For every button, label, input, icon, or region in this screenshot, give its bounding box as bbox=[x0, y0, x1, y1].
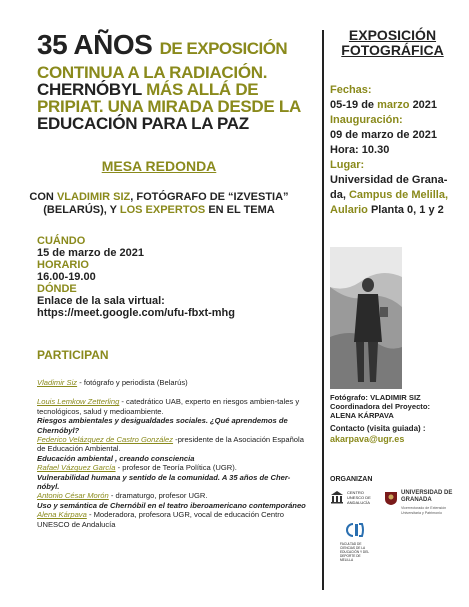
exposicion-heading bbox=[330, 28, 455, 58]
con-tema: EN EL TEMA bbox=[208, 204, 275, 216]
lugar-label: Lugar: bbox=[330, 159, 365, 171]
title-line2: CONTINUA A LA RADIACIÓN. bbox=[37, 63, 268, 82]
participant-desc: - Moderadora, profesora UGR, vocal de educación Centro UNESCO de Andalucía bbox=[37, 510, 284, 529]
unesco-temple-icon bbox=[330, 490, 344, 504]
list-item bbox=[37, 378, 312, 387]
participant-talk: Educación ambiental , creando consciencia bbox=[37, 453, 195, 463]
participant-name: Vladimir Siz bbox=[37, 378, 78, 387]
lugar-campus: Campus de Melilla, bbox=[348, 189, 448, 201]
donde-value: Enlace de la sala virtual: bbox=[37, 295, 165, 307]
participant-desc: - dramaturgo, profesor UGR. bbox=[108, 491, 208, 501]
con-expertos: LOS EXPERTOS bbox=[119, 204, 206, 216]
lugar-planta: Planta 0, 1 y 2 bbox=[370, 204, 444, 216]
participant-talk: Vulnerabilidad humana y sentido de la comunidad. A 35 años de Cher-nóbyl. bbox=[37, 472, 291, 492]
participants-list bbox=[37, 378, 312, 529]
list-item bbox=[37, 435, 312, 454]
cuando-label: CUÁNDO bbox=[37, 235, 86, 247]
participant-name: Alena Kárpava bbox=[37, 510, 87, 520]
participant-desc: -presidente de la Asociación Española de Educación Ambiental. bbox=[37, 435, 304, 454]
title-mas-alla: MÁS ALLÁ DE bbox=[146, 80, 259, 99]
cuando-value: 15 de marzo de 2021 bbox=[37, 247, 145, 259]
ced-logo bbox=[340, 523, 380, 562]
title-35-anos: 35 AÑOS bbox=[37, 29, 153, 60]
participant-desc: - profesor de Teoría Política (UGR). bbox=[115, 463, 237, 473]
horario-value: 16.00-19.00 bbox=[37, 271, 96, 283]
hora-value: Hora: 10.30 bbox=[330, 144, 390, 156]
participant-name: Rafael Vázquez García bbox=[37, 463, 116, 473]
ced-mark-icon bbox=[345, 523, 365, 537]
photo-credits bbox=[330, 393, 465, 420]
ugr-crest-icon bbox=[384, 490, 398, 506]
contact-block bbox=[330, 424, 426, 444]
contact-email[interactable]: akarpava@ugr.es bbox=[330, 434, 405, 444]
lugar-line2a: da, bbox=[330, 189, 346, 201]
fechas-year: 2021 bbox=[412, 99, 438, 111]
title-block bbox=[37, 64, 322, 132]
participant-talk: Uso y semántica de Chernóbil en el teatro iberoamericano contemporáneo bbox=[37, 500, 306, 510]
lugar-line1: Universidad de Grana- bbox=[330, 174, 448, 186]
con-description bbox=[0, 191, 318, 217]
fechas-month: marzo bbox=[377, 99, 410, 111]
column-divider bbox=[322, 30, 324, 590]
expo-line1: EXPOSICIÓN bbox=[348, 27, 437, 43]
participant-talk: Riesgos ambientales y desigualdades sociales. ¿Qué aprendemos de Chernóbyl? bbox=[37, 416, 288, 435]
organizan-label: ORGANIZAN bbox=[330, 476, 373, 483]
event-info bbox=[37, 235, 235, 319]
participant-desc: - catedrático UAB, experto en riesgos ambien-tales y tecnológicos, salud y medioambiente. bbox=[37, 397, 300, 416]
con-vladimir: VLADIMIR SIZ bbox=[56, 191, 131, 203]
list-item bbox=[37, 491, 312, 500]
participant-name: Antonio César Morón bbox=[37, 491, 109, 501]
mesa-redonda-heading: MESA REDONDA bbox=[101, 158, 217, 174]
ugr-logo bbox=[384, 490, 464, 515]
contact-label: Contacto (visita guiada) : bbox=[330, 424, 426, 433]
expo-line2: FOTOGRÁFICA bbox=[341, 42, 444, 58]
exhibition-photo bbox=[330, 247, 402, 389]
participant-name: Louis Lemkow Zetterling bbox=[37, 397, 120, 407]
meet-link[interactable]: https://meet.google.com/ufu-fbxt-mhg bbox=[37, 307, 235, 319]
title-line5: EDUCACIÓN PARA LA PAZ bbox=[37, 114, 249, 133]
con-belarus: (BELARÚS), Y bbox=[43, 204, 117, 216]
participant-desc: - fotógrafo y periodista (Belarús) bbox=[77, 378, 188, 387]
lugar-aulario: Aulario bbox=[330, 204, 368, 216]
con-text: CON bbox=[29, 191, 54, 203]
horario-label: HORARIO bbox=[37, 259, 89, 271]
ugr-subtext: Vicerrectorado de Extensión Universitaria y Patrimonio bbox=[401, 506, 447, 515]
donde-label: DÓNDE bbox=[37, 283, 77, 295]
exhibition-details bbox=[330, 83, 460, 218]
list-item bbox=[37, 510, 312, 529]
credit-coordinator-label: Coordinadora del Proyecto: bbox=[330, 402, 430, 411]
inauguracion-label: Inauguración: bbox=[330, 114, 403, 126]
fechas-label: Fechas: bbox=[330, 84, 372, 96]
participant-name: Federico Velázquez de Castro González bbox=[37, 435, 174, 445]
unesco-text: CENTRO UNESCO DE ANDALUCÍA bbox=[347, 490, 371, 505]
list-item bbox=[37, 463, 312, 472]
con-fotografo: , FOTÓGRAFO DE “IZVESTIA” bbox=[130, 191, 289, 203]
title-exposicion: DE EXPOSICIÓN bbox=[159, 39, 288, 58]
credit-photographer: Fotógrafo: VLADIMIR SIZ bbox=[330, 393, 421, 402]
title-line4: PRIPIAT. UNA MIRADA DESDE LA bbox=[37, 97, 301, 116]
title-chernobyl: CHERNÓBYL bbox=[37, 80, 142, 99]
credit-coordinator: ALENA KÁRPAVA bbox=[330, 411, 394, 420]
fechas-dates: 05-19 de bbox=[330, 99, 375, 111]
participan-heading: PARTICIPAN bbox=[37, 348, 109, 362]
unesco-logo bbox=[330, 490, 380, 509]
inauguracion-value: 09 de marzo de 2021 bbox=[330, 129, 438, 141]
ced-text: FACULTAD DE CIENCIAS DE LA EDUCACIÓN Y DEL DEPORTE DE MELILLA bbox=[340, 542, 369, 562]
ugr-text: UNIVERSIDAD DE GRANADA bbox=[401, 490, 453, 503]
list-item bbox=[37, 397, 312, 416]
page-title bbox=[37, 30, 287, 64]
